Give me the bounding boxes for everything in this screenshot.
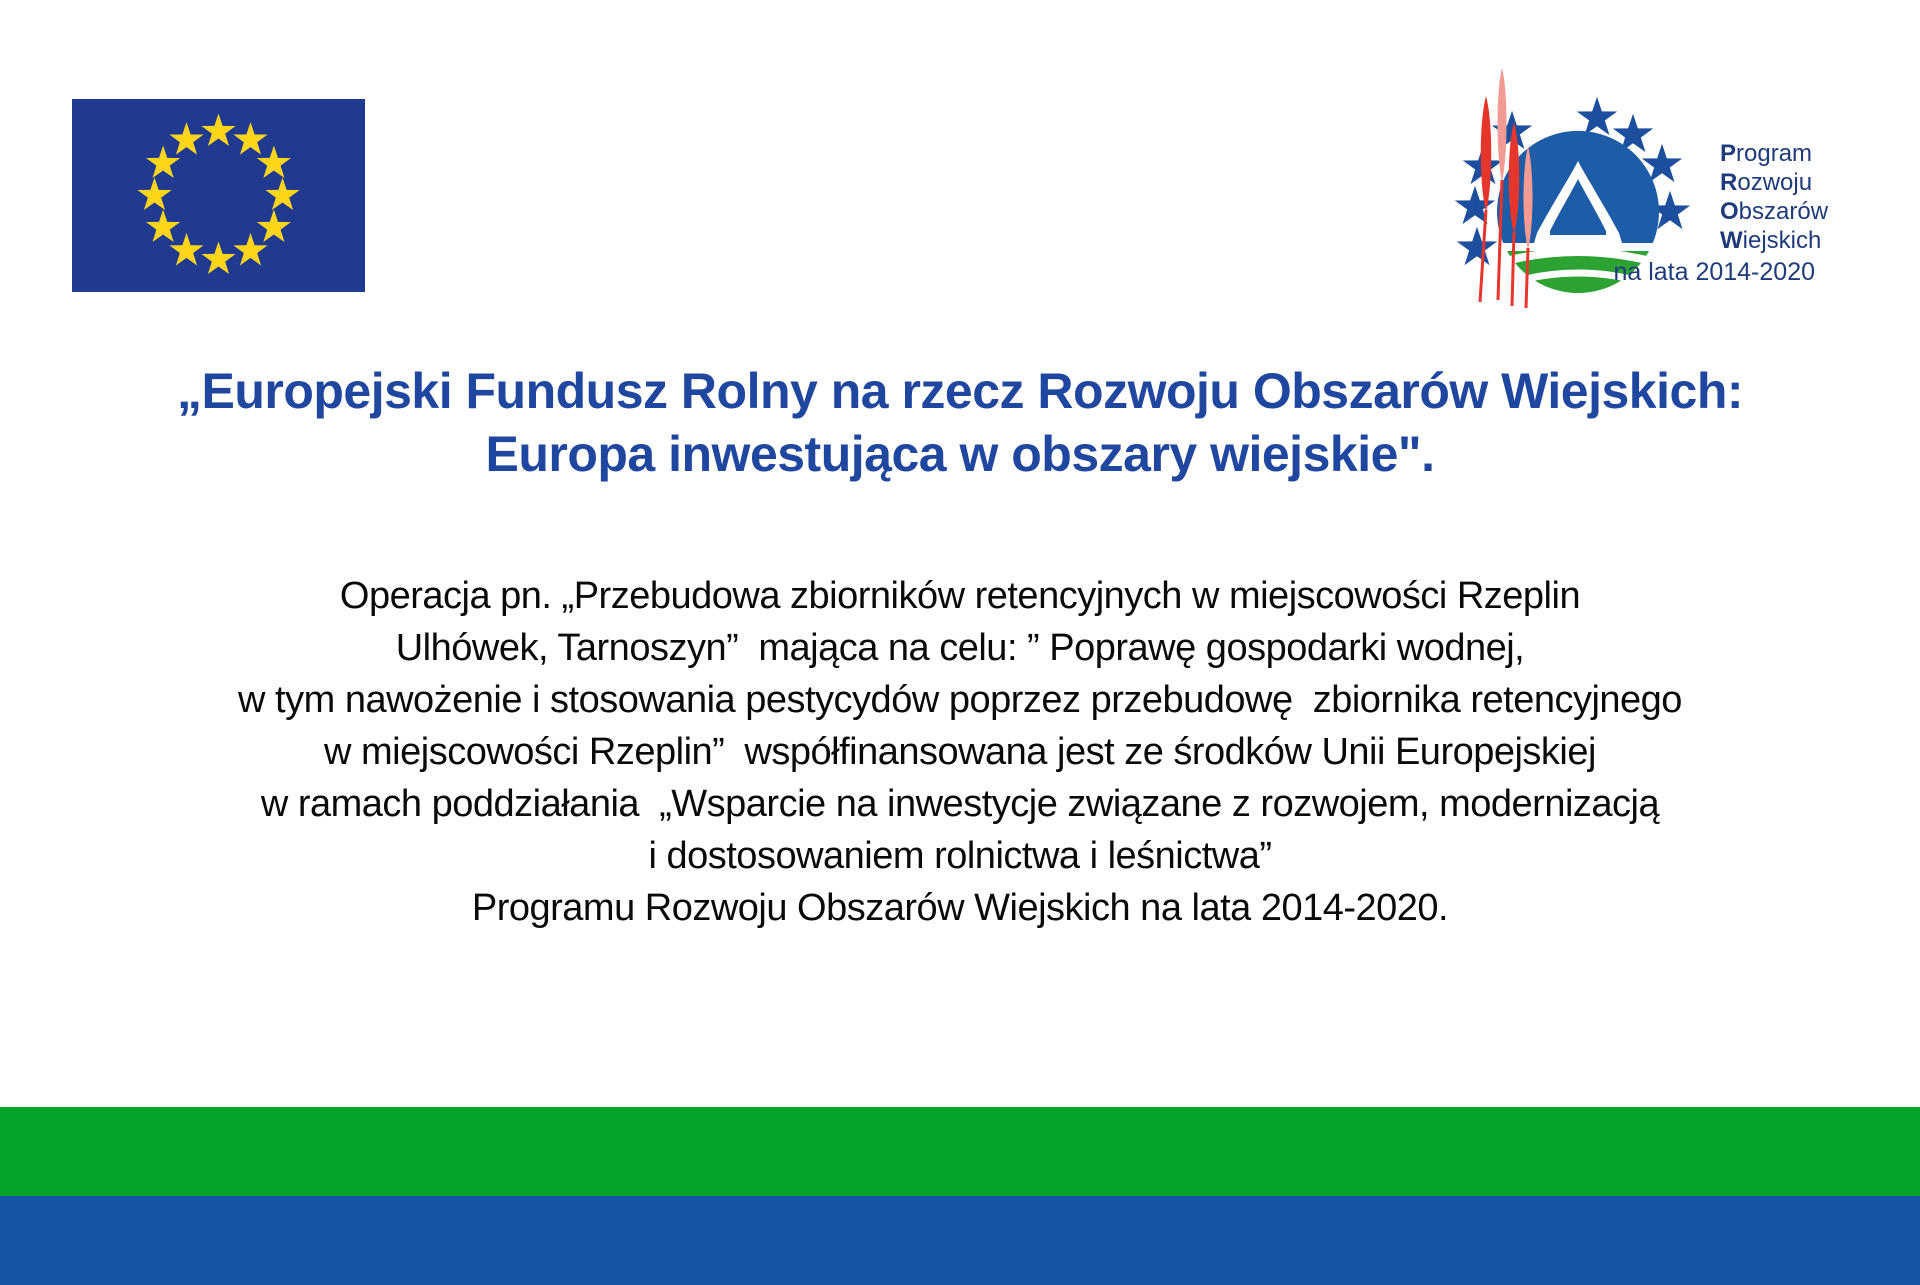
prow-logo-subtitle: na lata 2014-2020 xyxy=(1613,258,1815,286)
prow-title-line: Wiejskich xyxy=(1720,227,1822,254)
description-line: i dostosowaniem rolnictwa i leśnictwa” xyxy=(648,835,1272,877)
description-line: Operacja pn. „Przebudowa zbiorników retencyjnych w miejscowości Rzeplin xyxy=(339,575,1581,617)
page-title xyxy=(0,360,1920,486)
prow-title-line: Program xyxy=(1720,140,1813,167)
description-line: w miejscowości Rzeplin” współfinansowana jest ze środków Unii Europejskiej xyxy=(324,731,1596,773)
description-line: Ulhówek, Tarnoszyn” mająca na celu: ” Poprawę gospodarki wodnej, xyxy=(395,627,1525,669)
page-title-line1: „Europejski Fundusz Rolny na rzecz Rozwoju Obszarów Wiejskich: xyxy=(176,363,1744,419)
footer-blue-band xyxy=(0,1196,1920,1285)
eu-flag-graphic xyxy=(72,99,365,292)
prow-title-line: Rozwoju xyxy=(1720,169,1813,196)
page-title-line2: Europa inwestująca w obszary wiejskie". xyxy=(485,426,1435,482)
prow-logo xyxy=(1450,62,1829,317)
description-line: w ramach poddziałania „Wsparcie na inwestycje związane z rozwojem, modernizacją xyxy=(260,783,1660,825)
operation-description xyxy=(0,570,1920,934)
description-line: Programu Rozwoju Obszarów Wiejskich na lata 2014-2020. xyxy=(471,887,1449,929)
prow-title-line: Obszarów xyxy=(1720,198,1829,225)
prow-logo-title xyxy=(1720,139,1828,255)
eu-flag xyxy=(72,99,365,292)
footer-green-band xyxy=(0,1107,1920,1196)
description-line: w tym nawożenie i stosowania pestycydów poprzez przebudowę zbiornika retencyjnego xyxy=(238,679,1682,721)
